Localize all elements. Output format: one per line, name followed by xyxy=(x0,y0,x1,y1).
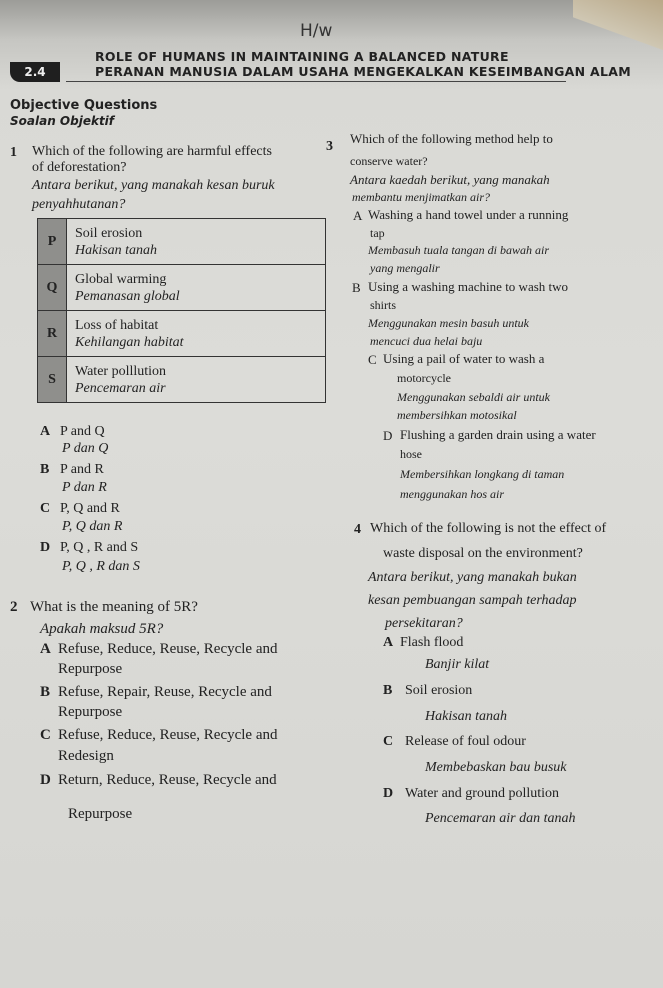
question-text: Which of the following is not the effect of xyxy=(370,521,607,536)
option-label: C xyxy=(40,727,51,743)
question-text: Which of the following method help to xyxy=(350,131,553,146)
option-b: Refuse, Repair, Reuse, Recycle and xyxy=(58,684,272,700)
option-d: Flushing a garden drain using a water xyxy=(400,427,596,442)
option-a-ms: yang mengalir xyxy=(370,261,440,275)
option-label: A xyxy=(40,424,51,439)
option-c: Using a pail of water to wash a xyxy=(383,351,545,366)
option-label: B xyxy=(40,462,50,477)
question-text-ms: Antara berikut, yang manakah kesan buruk xyxy=(32,178,275,193)
question-text: waste disposal on the environment? xyxy=(383,546,583,561)
table-row xyxy=(38,311,326,357)
option-label: A xyxy=(383,635,394,650)
option-c-ms: Membebaskan bau busuk xyxy=(425,760,567,775)
table-row xyxy=(38,219,326,265)
option-label: B xyxy=(383,683,393,698)
row-key: S xyxy=(38,357,67,403)
option-label: C xyxy=(383,734,394,749)
option-b: Soil erosion xyxy=(405,683,473,698)
option-a-ms: Membasuh tuala tangan di bawah air xyxy=(368,243,550,257)
option-b-ms: Menggunakan mesin basuh untuk xyxy=(368,316,529,330)
row-key: Q xyxy=(38,265,67,311)
option-a: Washing a hand towel under a running xyxy=(368,207,569,222)
divider xyxy=(66,81,566,82)
option-a-cont: tap xyxy=(370,226,385,240)
option-label: C xyxy=(40,501,51,516)
option-c-cont: motorcycle xyxy=(397,371,451,385)
option-b-cont: shirts xyxy=(370,298,397,312)
option-d-ms: menggunakan hos air xyxy=(400,487,504,501)
option-b-ms: P dan R xyxy=(62,480,107,495)
option-b-ms: Hakisan tanah xyxy=(425,709,508,724)
option-a-ms: P dan Q xyxy=(62,441,109,456)
option-label: B xyxy=(352,280,361,295)
section-number: 2.4 xyxy=(10,62,60,82)
question-text-ms: penyahhutanan? xyxy=(32,197,126,212)
option-c-ms: membersihkan motosikal xyxy=(397,408,517,422)
option-d-ms: P, Q , R dan S xyxy=(62,559,140,574)
option-label: A xyxy=(353,208,363,223)
row-key: R xyxy=(38,311,67,357)
option-label: D xyxy=(40,772,51,788)
option-b: Using a washing machine to wash two xyxy=(368,279,569,294)
heading-ms: Soalan Objektif xyxy=(10,114,115,128)
option-b-ms: mencuci dua helai baju xyxy=(370,334,483,348)
question-number: 4 xyxy=(354,522,361,537)
question-text: of deforestation? xyxy=(32,160,127,175)
option-c-cont: Redesign xyxy=(58,748,114,764)
option-c: Refuse, Reduce, Reuse, Recycle and xyxy=(58,727,278,743)
option-d-ms: Membersihkan longkang di taman xyxy=(400,467,565,481)
option-a: Refuse, Reduce, Reuse, Recycle and xyxy=(58,641,278,657)
option-label: D xyxy=(40,540,51,555)
option-label: A xyxy=(40,641,51,657)
option-a: P and Q xyxy=(60,424,105,439)
row-en: Loss of habitat xyxy=(75,317,159,333)
question-number: 3 xyxy=(326,139,333,154)
question-text-ms: membantu menjimatkan air? xyxy=(352,190,490,204)
row-ms: Kehilangan habitat xyxy=(75,334,184,350)
row-ms: Pencemaran air xyxy=(75,380,166,396)
row-ms: Pemanasan global xyxy=(75,288,180,304)
option-a-ms: Banjir kilat xyxy=(425,657,490,672)
option-label: D xyxy=(383,428,393,443)
question-text-ms: Apakah maksud 5R? xyxy=(40,621,164,637)
row-en: Water polllution xyxy=(75,363,167,379)
section-title-ms: PERANAN MANUSIA DALAM USAHA MENGEKALKAN KESEIMBANGAN ALAM xyxy=(95,64,632,79)
option-label: C xyxy=(368,352,377,367)
option-d: Return, Reduce, Reuse, Recycle and xyxy=(58,772,277,788)
section-title-en: ROLE OF HUMANS IN MAINTAINING A BALANCED NATURE xyxy=(95,49,509,64)
option-d: Water and ground pollution xyxy=(405,786,560,801)
option-d-cont: Repurpose xyxy=(68,806,133,822)
option-c: P, Q and R xyxy=(60,501,120,516)
option-a-cont: Repurpose xyxy=(58,661,123,677)
option-a: Flash flood xyxy=(400,635,464,650)
option-c-ms: Menggunakan sebaldi air untuk xyxy=(397,390,550,404)
row-ms: Hakisan tanah xyxy=(75,242,158,258)
statement-table xyxy=(37,218,326,403)
heading-en: Objective Questions xyxy=(10,98,158,113)
row-key: P xyxy=(38,219,67,265)
option-d-cont: hose xyxy=(400,447,422,461)
option-label: B xyxy=(40,684,51,700)
question-text-ms: persekitaran? xyxy=(385,616,463,631)
option-b-cont: Repurpose xyxy=(58,704,123,720)
row-en: Soil erosion xyxy=(75,225,143,241)
option-b: P and R xyxy=(60,462,104,477)
table-row xyxy=(38,265,326,311)
row-en: Global warming xyxy=(75,271,167,287)
question-text-ms: Antara berikut, yang manakah bukan xyxy=(368,570,577,585)
option-d-ms: Pencemaran air dan tanah xyxy=(425,811,576,826)
question-text: Which of the following are harmful effects xyxy=(32,144,272,159)
question-text-ms: Antara kaedah berikut, yang manakah xyxy=(350,172,550,187)
table-row xyxy=(38,357,326,403)
option-c-ms: P, Q dan R xyxy=(62,519,123,534)
background-corner xyxy=(573,0,663,50)
question-text: What is the meaning of 5R? xyxy=(30,599,198,615)
option-c: Release of foul odour xyxy=(405,734,526,749)
option-d: P, Q , R and S xyxy=(60,540,139,555)
question-text: conserve water? xyxy=(350,154,428,168)
handwritten-note: H/w xyxy=(300,21,333,41)
question-number: 1 xyxy=(10,145,17,160)
question-number: 2 xyxy=(10,599,18,615)
option-label: D xyxy=(383,786,394,801)
question-text-ms: kesan pembuangan sampah terhadap xyxy=(368,593,577,608)
